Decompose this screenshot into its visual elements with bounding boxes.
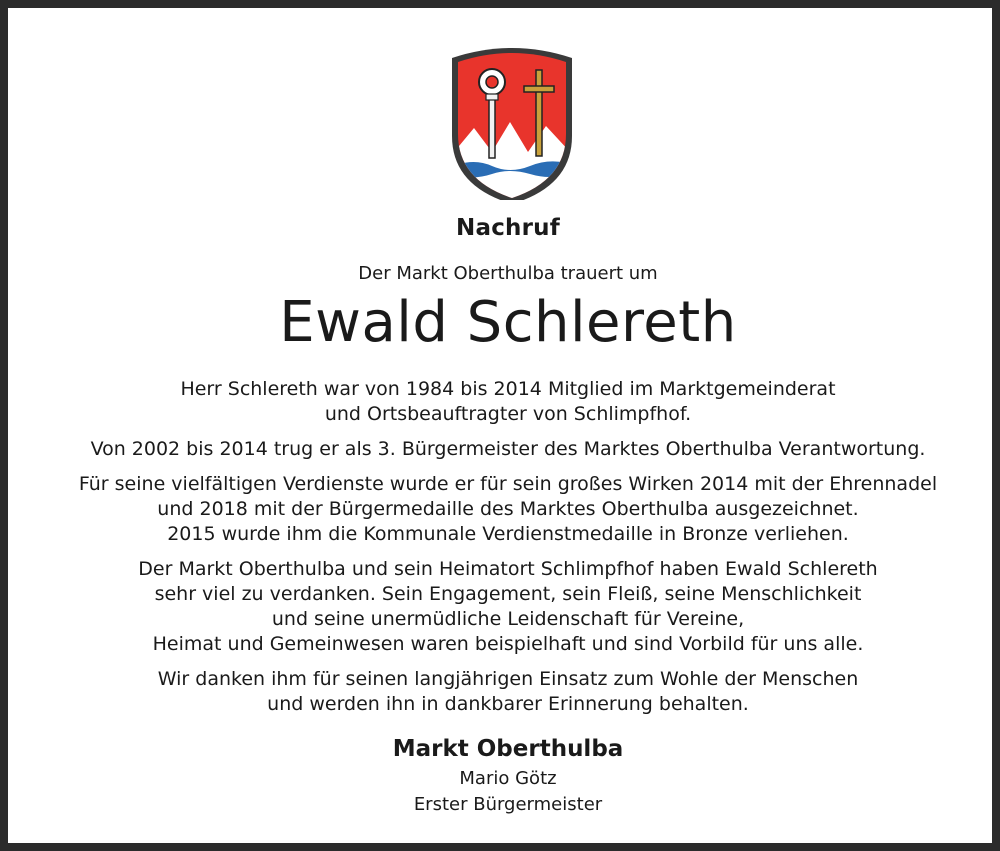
paragraph-honors [8, 472, 1000, 547]
paragraph-mayor [8, 437, 1000, 462]
coat-of-arms-icon [444, 42, 580, 200]
text-line: und Ortsbeauftragter von Schlimpfhof. [324, 403, 692, 425]
subheading: Der Markt Oberthulba trauert um [358, 263, 658, 284]
text-line: Von 2002 bis 2014 trug er als 3. Bürgermeister des Marktes Oberthulba Verantwortung. [90, 438, 926, 460]
text-line: Wir danken ihm für seinen langjährigen Einsatz zum Wohle der Menschen [157, 668, 859, 690]
text-line: sehr viel zu verdanken. Sein Engagement, sein Fleiß, seine Menschlichkeit [154, 583, 862, 605]
signature-role: Erster Bürgermeister [413, 794, 603, 815]
text-line: und 2018 mit der Bürgermedaille des Marktes Oberthulba ausgezeichnet. [157, 498, 859, 520]
text-line: Herr Schlereth war von 1984 bis 2014 Mitglied im Marktgemeinderat [180, 378, 836, 400]
text-line: 2015 wurde ihm die Kommunale Verdienstmedaille in Bronze verliehen. [167, 523, 849, 545]
paragraph-tenure [8, 377, 1000, 427]
signature-organization: Markt Oberthulba [392, 736, 624, 762]
paragraph-tribute [8, 557, 1000, 657]
text-line: und seine unermüdliche Leidenschaft für Vereine, [271, 608, 745, 630]
paragraph-thanks [8, 667, 1000, 717]
heading: Nachruf [456, 215, 560, 241]
text-line: Heimat und Gemeinwesen waren beispielhaft und sind Vorbild für uns alle. [152, 633, 864, 655]
signature-person: Mario Götz [459, 768, 557, 789]
text-line: Für seine vielfältigen Verdienste wurde er für sein großes Wirken 2014 mit der Ehrennadel [78, 473, 938, 495]
text-line: und werden ihn in dankbarer Erinnerung behalten. [267, 693, 749, 715]
deceased-name: Ewald Schlereth [279, 290, 737, 355]
text-line: Der Markt Oberthulba und sein Heimatort Schlimpfhof haben Ewald Schlereth [138, 558, 878, 580]
